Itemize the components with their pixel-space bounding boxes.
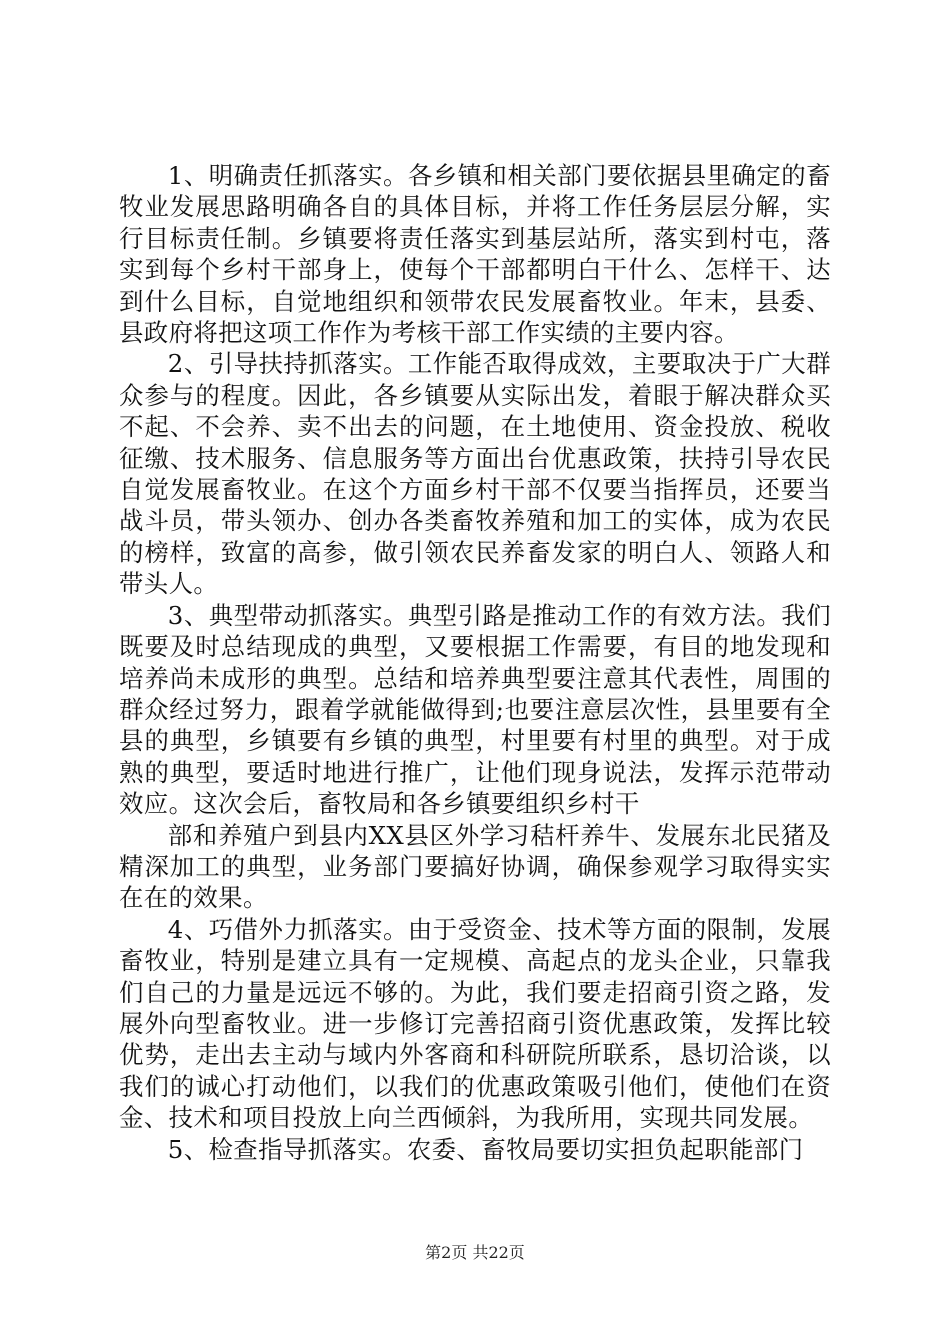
paragraph-1: 1、明确责任抓落实。各乡镇和相关部门要依据县里确定的畜牧业发展思路明确各自的具体目标，并将工作任务层层分解，实行目标责任制。乡镇要将责任落实到基层站所，落实到村屯，落实到每个乡村干部身上，使每个干部都明白干什么、怎样干、达到什么目标，自觉地组织和领带农民发展畜牧业。年末，县委、县政府将把这项工作作为考核干部工作实绩的主要内容。 — [119, 161, 831, 348]
paragraph-2: 2、引导扶持抓落实。工作能否取得成效，主要取决于广大群众参与的程度。因此，各乡镇要从实际出发，着眼于解决群众买不起、不会养、卖不出去的问题，在土地使用、资金投放、税收征缴、技术服务、信息服务等方面出台优惠政策，扶持引导农民自觉发展畜牧业。在这个方面乡村干部不仅要当指挥员，还要当战斗员，带头领办、创办各类畜牧养殖和加工的实体，成为农民的榜样，致富的高参，做引领农民养畜发家的明白人、领路人和带头人。 — [119, 349, 831, 599]
paragraph-4: 4、巧借外力抓落实。由于受资金、技术等方面的限制，发展畜牧业，特别是建立具有一定规模、高起点的龙头企业，只靠我们自己的力量是远远不够的。为此，我们要走招商引资之路，发展外向型畜牧业。进一步修订完善招商引资优惠政策，发挥比较优势，走出去主动与域内外客商和科研院所联系，恳切洽谈，以我们的诚心打动他们，以我们的优惠政策吸引他们，使他们在资金、技术和项目投放上向兰西倾斜，为我所用，实现共同发展。 — [119, 914, 831, 1133]
document-body — [119, 160, 831, 1165]
page-number-footer: 第2页 共22页 — [425, 1243, 525, 1262]
paragraph-5: 5、检查指导抓落实。农委、畜牧局要切实担负起职能部门 — [167, 1134, 804, 1164]
paragraph-3: 3、典型带动抓落实。典型引路是推动工作的有效方法。我们既要及时总结现成的典型，又要根据工作需要，有目的地发现和培养尚未成形的典型。总结和培养典型要注意其代表性，周围的群众经过努力，跟着学就能做得到;也要注意层次性，县里要有全县的典型，乡镇要有乡镇的典型，村里要有村里的典型。对于成熟的典型，要适时地进行推广，让他们现身说法，发挥示范带动效应。这次会后，畜牧局和各乡镇要组织乡村干 — [119, 600, 831, 819]
paragraph-3-continued: 部和养殖户到县内XX县区外学习秸杆养牛、发展东北民猪及精深加工的典型，业务部门要搞好协调，确保参观学习取得实实在在的效果。 — [119, 820, 831, 913]
